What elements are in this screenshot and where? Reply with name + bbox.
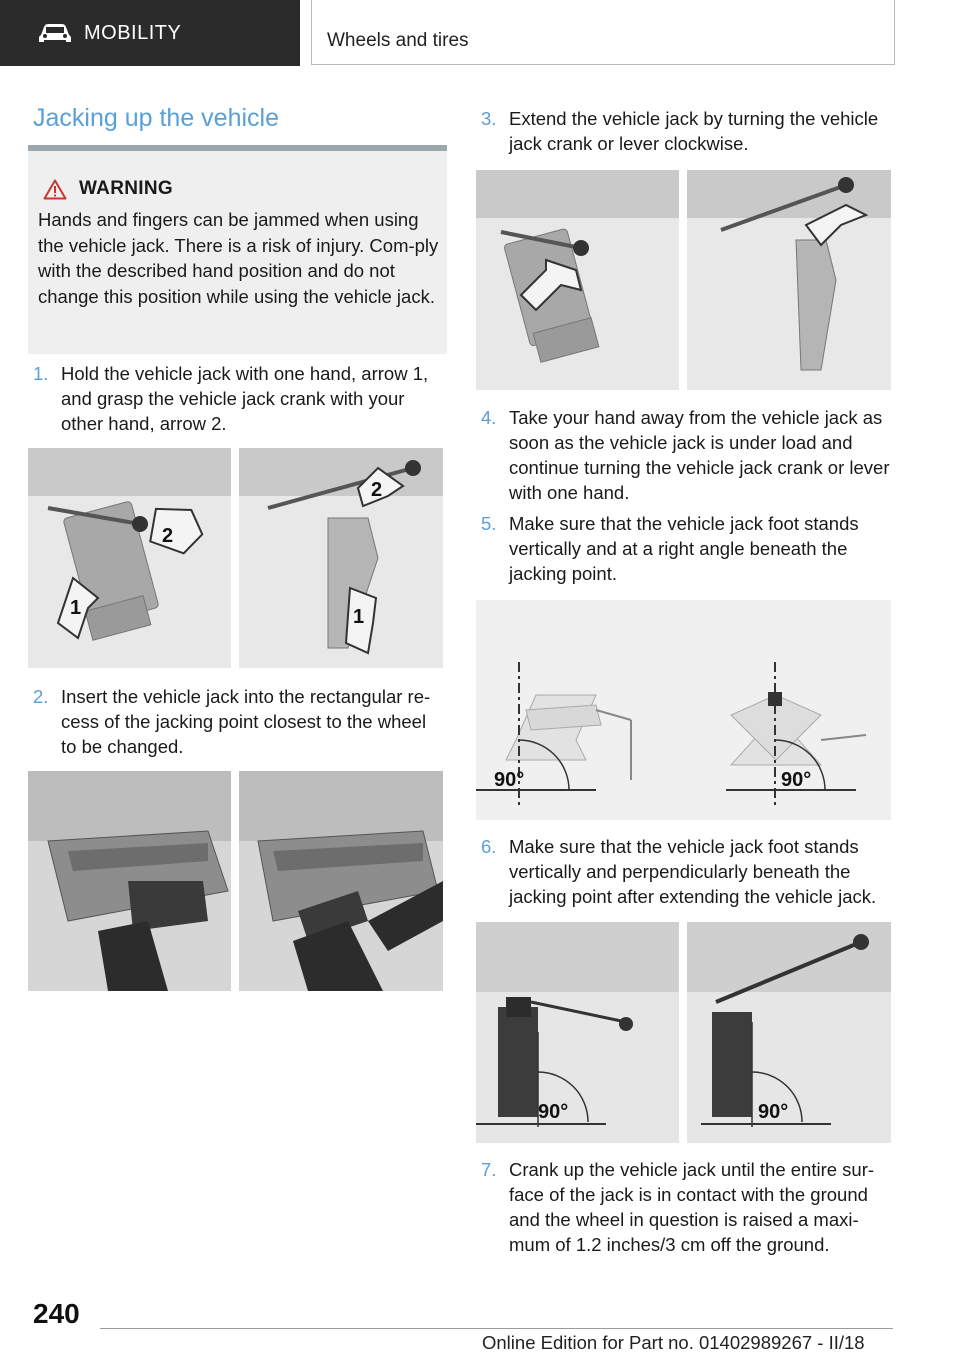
footer-rule <box>100 1328 893 1329</box>
angle-left-label-2: 90° <box>538 1101 569 1123</box>
page-number: 240 <box>33 1298 80 1329</box>
step-3 <box>481 106 896 162</box>
step-text: Crank up the vehicle jack until the entire sur-face of the jack is in contact with the ground and the wheel in question is raised a maxi-mum of 1.2 inches/3 cm off the ground. <box>509 1159 875 1255</box>
step-4 <box>481 405 896 509</box>
figure-right-angle <box>476 600 891 820</box>
warning-label: WARNING <box>79 178 173 199</box>
figure-extend-jack <box>476 170 891 390</box>
step-number: 1. <box>33 363 49 384</box>
step-number: 6. <box>481 836 497 857</box>
step-text: Insert the vehicle jack into the rectangular re-cess of the jacking point closest to the wheel to be changed. <box>61 686 431 757</box>
step-text: Extend the vehicle jack by turning the vehicle jack crank or lever clockwise. <box>509 108 879 154</box>
arrow-1-label-right: 1 <box>353 606 365 628</box>
step-number: 3. <box>481 108 497 129</box>
figure-perpendicular <box>476 922 891 1143</box>
step-number: 5. <box>481 513 497 534</box>
step-2 <box>33 684 448 764</box>
step-text: Make sure that the vehicle jack foot stands vertically and at a right angle beneath the jacking point. <box>509 513 859 584</box>
step-1 <box>33 361 448 441</box>
step-text: Make sure that the vehicle jack foot stands vertically and perpendicularly beneath the jacking point after extending the vehicle jack. <box>509 836 877 907</box>
figure-hold-jack <box>28 448 443 668</box>
step-5 <box>481 511 896 591</box>
angle-right-label-2: 90° <box>758 1101 789 1123</box>
header-chapter-label: Wheels and tires <box>327 30 469 51</box>
warning-box <box>28 145 447 354</box>
warning-triangle-icon <box>43 179 67 200</box>
footer-edition: Online Edition for Part no. 01402989267 - II/18 <box>482 1332 865 1353</box>
figure-insert-jack <box>28 771 443 991</box>
step-number: 7. <box>481 1159 497 1180</box>
step-6 <box>481 834 896 914</box>
warning-header <box>43 178 173 200</box>
arrow-2-label: 2 <box>162 525 174 547</box>
angle-right-label: 90° <box>781 769 812 791</box>
step-number: 4. <box>481 407 497 428</box>
step-number: 2. <box>33 686 49 707</box>
step-text: Hold the vehicle jack with one hand, arrow 1, and grasp the vehicle jack crank with your other hand, arrow 2. <box>61 363 429 434</box>
page-title: Jacking up the vehicle <box>33 104 279 132</box>
header-chapter <box>311 0 895 65</box>
arrow-1-label: 1 <box>70 597 82 619</box>
header-section-label: MOBILITY <box>84 21 182 44</box>
car-icon <box>38 21 72 45</box>
header-section-tab <box>0 0 300 66</box>
angle-left-label: 90° <box>494 769 525 791</box>
arrow-2-label-right: 2 <box>371 479 383 501</box>
warning-text: Hands and fingers can be jammed when using the vehicle jack. There is a risk of injury. Com-ply with the described hand position and do not change this position while using the vehicle jack. <box>38 209 439 307</box>
step-text: Take your hand away from the vehicle jack as soon as the vehicle jack is under load and continue turning the vehicle jack crank or lever with one hand. <box>509 407 890 503</box>
step-7 <box>481 1157 896 1261</box>
